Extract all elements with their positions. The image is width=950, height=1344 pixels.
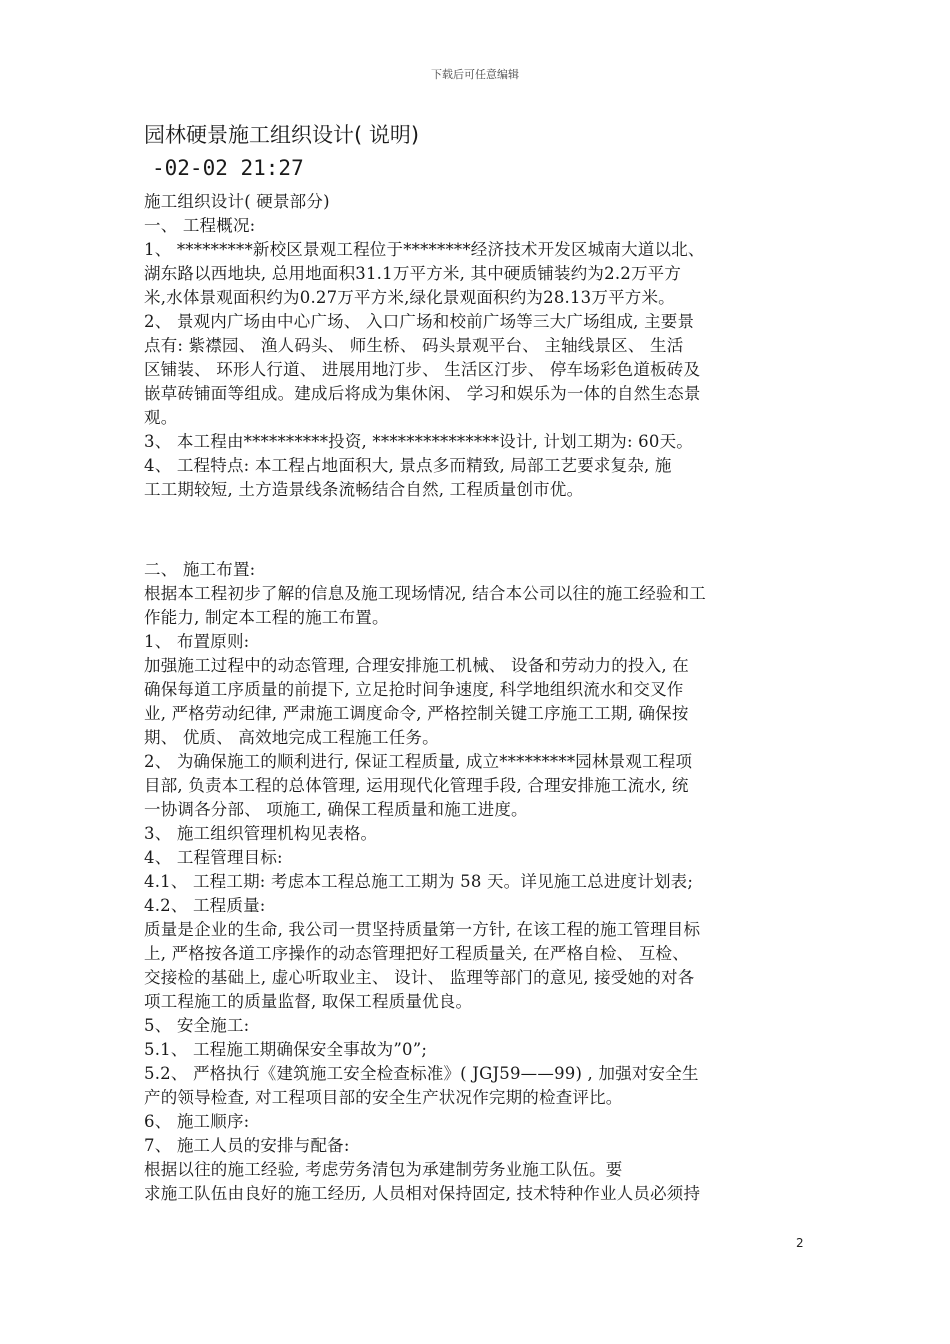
text-line: 工工期较短, 土方造景线条流畅结合自然, 工程质量创市优。	[144, 480, 584, 499]
text-line: 产的领导检查, 对工程项目部的安全生产状况作完期的检查评比。	[144, 1088, 623, 1107]
text-line: 7、 施工人员的安排与配备:	[144, 1136, 350, 1155]
text-line: 一协调各分部、 项施工, 确保工程质量和施工进度。	[144, 800, 528, 819]
text-line: 5.1、 工程施工期确保安全事故为”0”;	[144, 1040, 428, 1059]
text-line: 根据以往的施工经验, 考虑劳务清包为承建制劳务业施工队伍。要	[144, 1160, 623, 1179]
text-line: 5、 安全施工:	[144, 1016, 250, 1035]
text-line: 湖东路以西地块, 总用地面积31.1万平方米, 其中硬质铺装约为2.2万平方	[144, 264, 682, 283]
page-number: 2	[796, 1236, 804, 1250]
document-title: 园林硬景施工组织设计( 说明)	[144, 123, 420, 147]
text-line: 4.1、 工程工期: 考虑本工程总施工工期为 58 天。详见施工总进度计划表;	[144, 872, 694, 891]
document-datetime: -02-02 21:27	[152, 156, 304, 180]
text-line: 业, 严格劳动纪律, 严肃施工调度命令, 严格控制关键工序施工工期, 确保按	[144, 704, 689, 723]
blank-line	[144, 518, 804, 542]
header-note: 下载后可任意编辑	[431, 68, 519, 81]
text-line: 4、 工程管理目标:	[144, 848, 283, 867]
text-line: 5.2、 严格执行《建筑施工安全检查标准》( JGJ59——99) , 加强对安全生	[144, 1064, 699, 1083]
text-line: 加强施工过程中的动态管理, 合理安排施工机械、 设备和劳动力的投入, 在	[144, 656, 689, 675]
paragraph-lines	[144, 190, 804, 1206]
text-line: 根据本工程初步了解的信息及施工现场情况, 结合本公司以往的施工经验和工	[144, 584, 706, 603]
text-line: 施工组织设计( 硬景部分)	[144, 192, 330, 211]
text-line: 1、 *********新校区景观工程位于********经济技术开发区城南大道以北、	[144, 240, 705, 259]
text-line: 6、 施工顺序:	[144, 1112, 250, 1131]
text-line: 期、 优质、 高效地完成工程施工任务。	[144, 728, 439, 747]
text-line: 3、 施工组织管理机构见表格。	[144, 824, 378, 843]
text-line: 嵌草砖铺面等组成。建成后将成为集休闲、 学习和娱乐为一体的自然生态景	[144, 384, 701, 403]
text-line: 作能力, 制定本工程的施工布置。	[144, 608, 389, 627]
text-line: 2、 景观内广场由中心广场、 入口广场和校前广场等三大广场组成, 主要景	[144, 312, 695, 331]
text-line: 求施工队伍由良好的施工经历, 人员相对保持固定, 技术特种作业人员必须持	[144, 1184, 701, 1203]
text-line: 上, 严格按各道工序操作的动态管理把好工程质量关, 在严格自检、 互检、	[144, 944, 689, 963]
text-line: 目部, 负责本工程的总体管理, 运用现代化管理手段, 合理安排施工流水, 统	[144, 776, 689, 795]
text-line: 米,水体景观面积约为0.27万平方米,绿化景观面积约为28.13万平方米。	[144, 288, 675, 307]
text-line: 二、 施工布置:	[144, 560, 256, 579]
text-line: 质量是企业的生命, 我公司一贯坚持质量第一方针, 在该工程的施工管理目标	[144, 920, 701, 939]
text-line: 确保每道工序质量的前提下, 立足抢时间争速度, 科学地组织流水和交叉作	[144, 680, 684, 699]
text-line: 观。	[144, 408, 178, 427]
text-line: 4、 工程特点: 本工程占地面积大, 景点多而精致, 局部工艺要求复杂, 施	[144, 456, 672, 475]
text-line: 点有: 紫襟园、 渔人码头、 师生桥、 码头景观平台、 主轴线景区、 生活	[144, 336, 684, 355]
text-line: 交接检的基础上, 虚心听取业主、 设计、 监理等部门的意见, 接受她的对各	[144, 968, 695, 987]
text-line: 一、 工程概况:	[144, 216, 256, 235]
text-line: 1、 布置原则:	[144, 632, 250, 651]
text-line: 3、 本工程由**********投资, ***************设计, 计划工期为: 60天。	[144, 432, 693, 451]
document-body	[144, 118, 804, 1206]
text-line: 4.2、 工程质量:	[144, 896, 266, 915]
text-line: 项工程施工的质量监督, 取保工程质量优良。	[144, 992, 473, 1011]
text-line: 区铺装、 环形人行道、 进展用地汀步、 生活区汀步、 停车场彩色道板砖及	[144, 360, 701, 379]
text-line: 2、 为确保施工的顺利进行, 保证工程质量, 成立*********园林景观工程项	[144, 752, 693, 771]
